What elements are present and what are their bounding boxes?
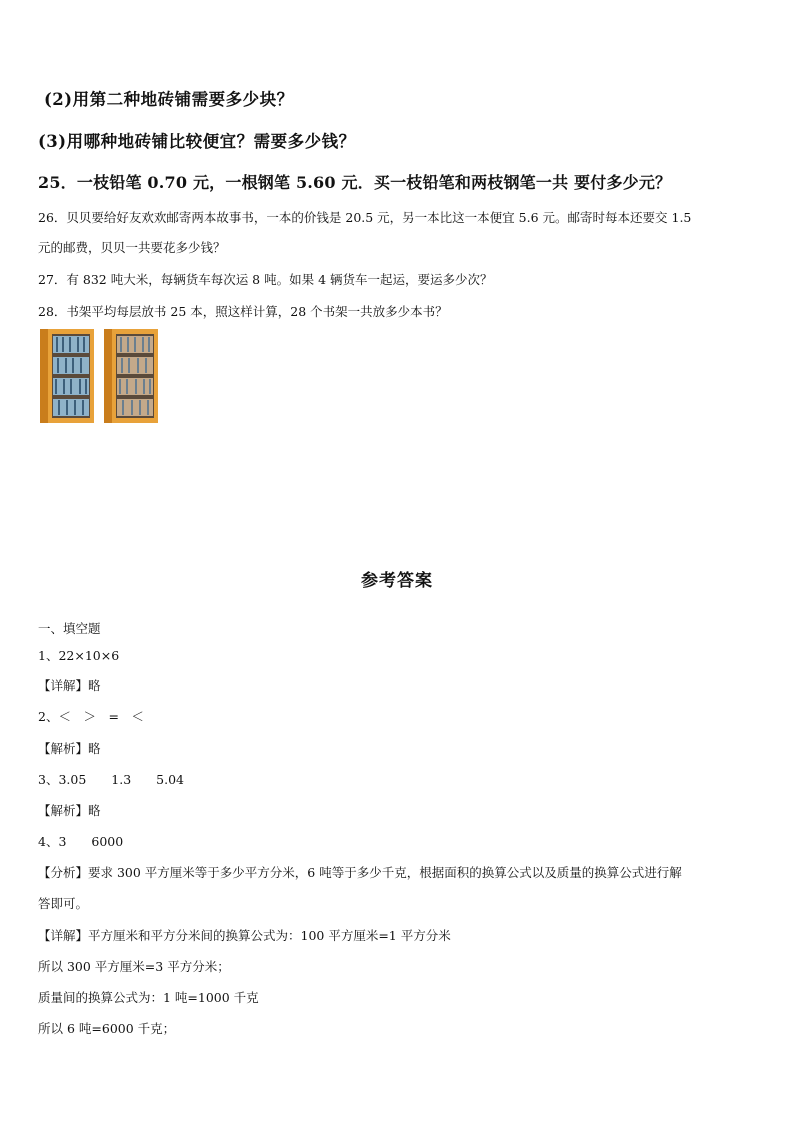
answers-section-fill-blank: 一、填空题: [38, 621, 101, 636]
answer-1: 1、22×10×6: [38, 648, 120, 663]
answer-2-analysis: 【解析】略: [38, 741, 101, 756]
answer-4-detail-line-2: 所以 300 平方厘米=3 平方分米；: [38, 959, 230, 974]
answer-3-analysis: 【解析】略: [38, 803, 101, 818]
question-26-line-2: 元的邮费，贝贝一共要花多少钱？: [38, 240, 226, 255]
answer-4: 4、3 6000: [38, 834, 124, 849]
answer-3: 3、3.05 1.3 5.04: [38, 772, 184, 787]
answer-4-detail-line-4: 所以 6 吨=6000 千克；: [38, 1021, 176, 1036]
question-25: 25．一枝铅笔 0.70 元，一根钢笔 5.60 元．买一枝铅笔和两枝钢笔一共 要付多少元？: [38, 173, 672, 192]
answer-4-analysis-line-2: 答即可。: [38, 896, 89, 911]
answers-title: 参考答案: [361, 571, 433, 591]
question-24-part-2: (2)用第二种地砖铺需要多少块？: [44, 90, 294, 109]
bookshelf-illustration-2: [104, 329, 158, 423]
answer-4-detail-line-1: 【详解】平方厘米和平方分米间的换算公式为：100 平方厘米=1 平方分米: [38, 928, 451, 943]
answer-4-detail-line-3: 质量间的换算公式为：1 吨=1000 千克: [38, 990, 259, 1005]
question-27: 27．有 832 吨大米，每辆货车每次运 8 吨。如果 4 辆货车一起运，要运多少次？: [38, 272, 493, 287]
question-24-part-3: (3)用哪种地砖铺比较便宜？需要多少钱？: [38, 132, 356, 151]
question-26-line-1: 26．贝贝要给好友欢欢邮寄两本故事书，一本的价钱是 20.5 元，另一本比这一本便宜 5.6 元。邮寄时每本还要交 1.5: [38, 210, 692, 225]
question-28: 28．书架平均每层放书 25 本，照这样计算，28 个书架一共放多少本书？: [38, 304, 448, 319]
answer-4-analysis-line-1: 【分析】要求 300 平方厘米等于多少平方分米，6 吨等于多少千克，根据面积的换算公式以及质量的换算公式进行解: [38, 865, 682, 880]
bookshelf-illustration-1: [40, 329, 94, 423]
answer-2: 2、＜ ＞ = ＜: [38, 709, 144, 724]
answer-1-detail: 【详解】略: [38, 678, 101, 693]
